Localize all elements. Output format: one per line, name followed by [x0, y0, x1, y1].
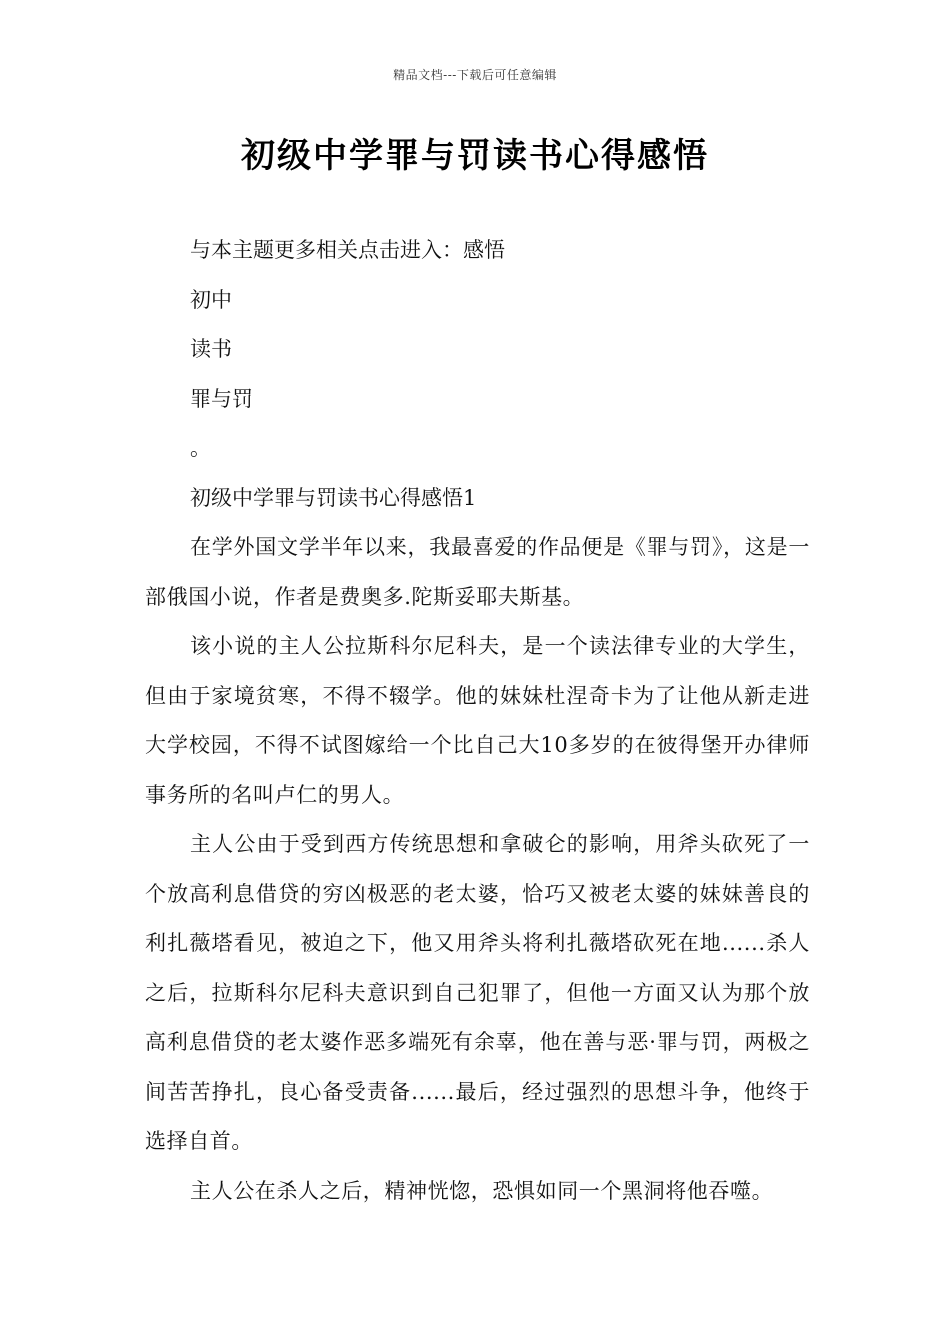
intro-line-junior-high: 初中	[190, 287, 232, 312]
intro-line-period: 。	[190, 436, 211, 460]
intro-line-crime-and-punishment: 罪与罚	[190, 386, 253, 411]
document-title: 初级中学罪与罚读书心得感悟	[241, 136, 709, 176]
paragraph-1: 在学外国文学半年以来，我最喜爱的作品便是《罪与罚》，这是一部俄国小说，作者是费奥多.陀斯妥耶夫斯基。	[145, 535, 810, 609]
paragraph-4: 主人公在杀人之后，精神恍惚，恐惧如同一个黑洞将他吞噬。	[190, 1178, 774, 1203]
section-heading: 初级中学罪与罚读书心得感悟1	[190, 485, 477, 510]
header-note: 精品文档---下载后可任意编辑	[393, 68, 557, 82]
paragraph-2: 该小说的主人公拉斯科尔尼科夫，是一个读法律专业的大学生，但由于家境贫寒，不得不辍学。他的妹妹杜涅奇卡为了让他从新走进大学校园，不得不试图嫁给一个比自己大10多岁的在彼得堡开办律师事务所的名叫卢仁的男人。	[145, 634, 810, 807]
document-body	[145, 226, 810, 1216]
paragraph-3: 主人公由于受到西方传统思想和拿破仑的影响，用斧头砍死了一个放高利息借贷的穷凶极恶的老太婆，恰巧又被老太婆的妹妹善良的利扎薇塔看见，被迫之下，他又用斧头将利扎薇塔砍死在地......杀人之后，拉斯科尔尼科夫意识到自己犯罪了，但他一方面又认为那个放高利息借贷的老太婆作恶多端死有余辜，他在善与恶·罪与罚，两极之间苦苦挣扎，良心备受责备......最后，经过强烈的思想斗争，他终于选择自首。	[145, 832, 810, 1153]
intro-line-reading: 读书	[190, 337, 232, 361]
intro-line-topic-link[interactable]: 与本主题更多相关点击进入：感悟	[190, 238, 505, 262]
